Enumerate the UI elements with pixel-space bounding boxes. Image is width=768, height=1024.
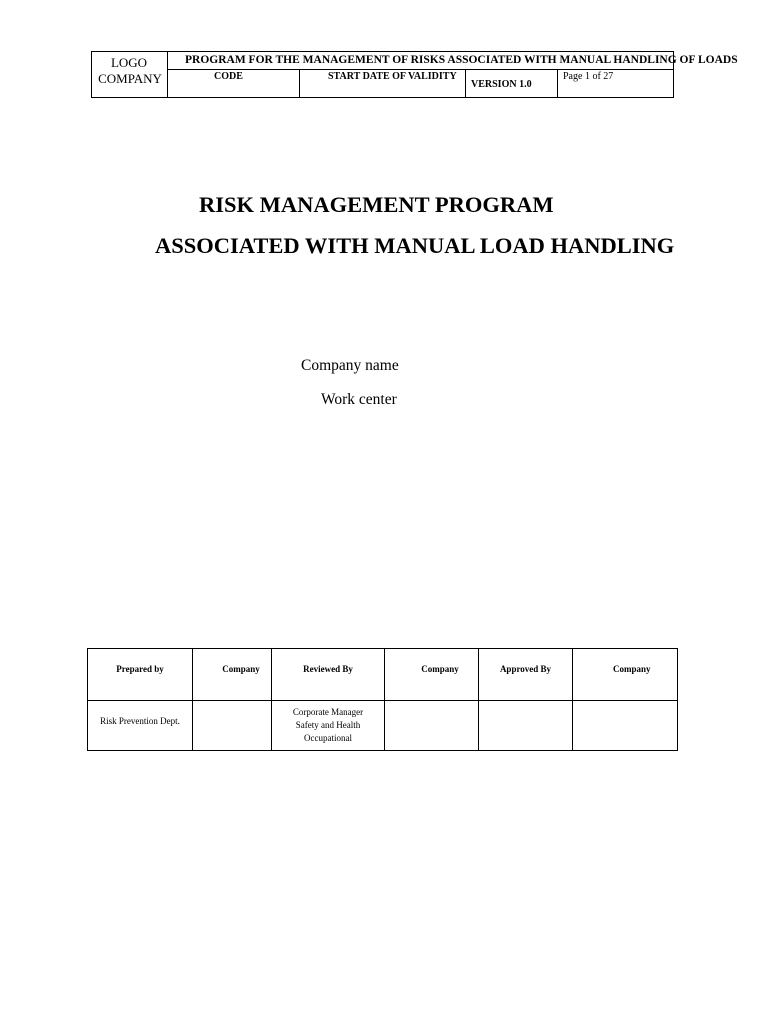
header-row-divider: [167, 69, 674, 70]
sig-border-right: [677, 648, 678, 751]
document-header-table: [91, 51, 738, 98]
header-col-divider-1: [299, 69, 300, 98]
sig-border-bottom: [87, 750, 678, 751]
page-number: Page 1 of 27: [563, 71, 614, 82]
version-label: VERSION 1.0: [471, 79, 532, 90]
company-name-label: Company name: [301, 357, 399, 374]
sig-cell-reviewed-by: Corporate Manager Safety and Health Occupational: [292, 707, 364, 743]
header-border-top: [91, 51, 674, 52]
header-col-divider-3: [557, 69, 558, 98]
start-date-label: START DATE OF VALIDITY: [328, 71, 457, 82]
approval-signature-table: [87, 648, 678, 751]
document-title-line1: RISK MANAGEMENT PROGRAM: [199, 192, 554, 217]
sig-cell-company-3: [573, 701, 677, 750]
sig-cell-company-2: [385, 701, 478, 750]
sig-header-approved-by: Approved By: [499, 663, 552, 674]
sig-header-company-1: Company: [222, 663, 260, 674]
sig-cell-company-1: [193, 701, 271, 750]
sig-header-company-2: Company: [421, 663, 459, 674]
program-title: PROGRAM FOR THE MANAGEMENT OF RISKS ASSOCIATED WITH MANUAL HANDLING OF LOADS: [185, 54, 738, 66]
code-label: CODE: [214, 71, 243, 82]
work-center-label: Work center: [321, 391, 397, 408]
sig-header-reviewed-by: Reviewed By: [303, 663, 353, 674]
sig-cell-approved-by: [479, 701, 572, 750]
sig-header-prepared-by: Prepared by: [116, 663, 164, 674]
sig-header-company-3: Company: [613, 663, 651, 674]
logo-placeholder-line1: LOGO: [110, 55, 148, 70]
sig-cell-prepared-by: Risk Prevention Dept.: [100, 715, 180, 726]
header-border-bottom: [91, 97, 674, 98]
logo-placeholder-line2: COMPANY: [98, 71, 162, 86]
document-title-line2: ASSOCIATED WITH MANUAL LOAD HANDLING: [155, 233, 675, 258]
header-col-divider-2: [465, 69, 466, 98]
